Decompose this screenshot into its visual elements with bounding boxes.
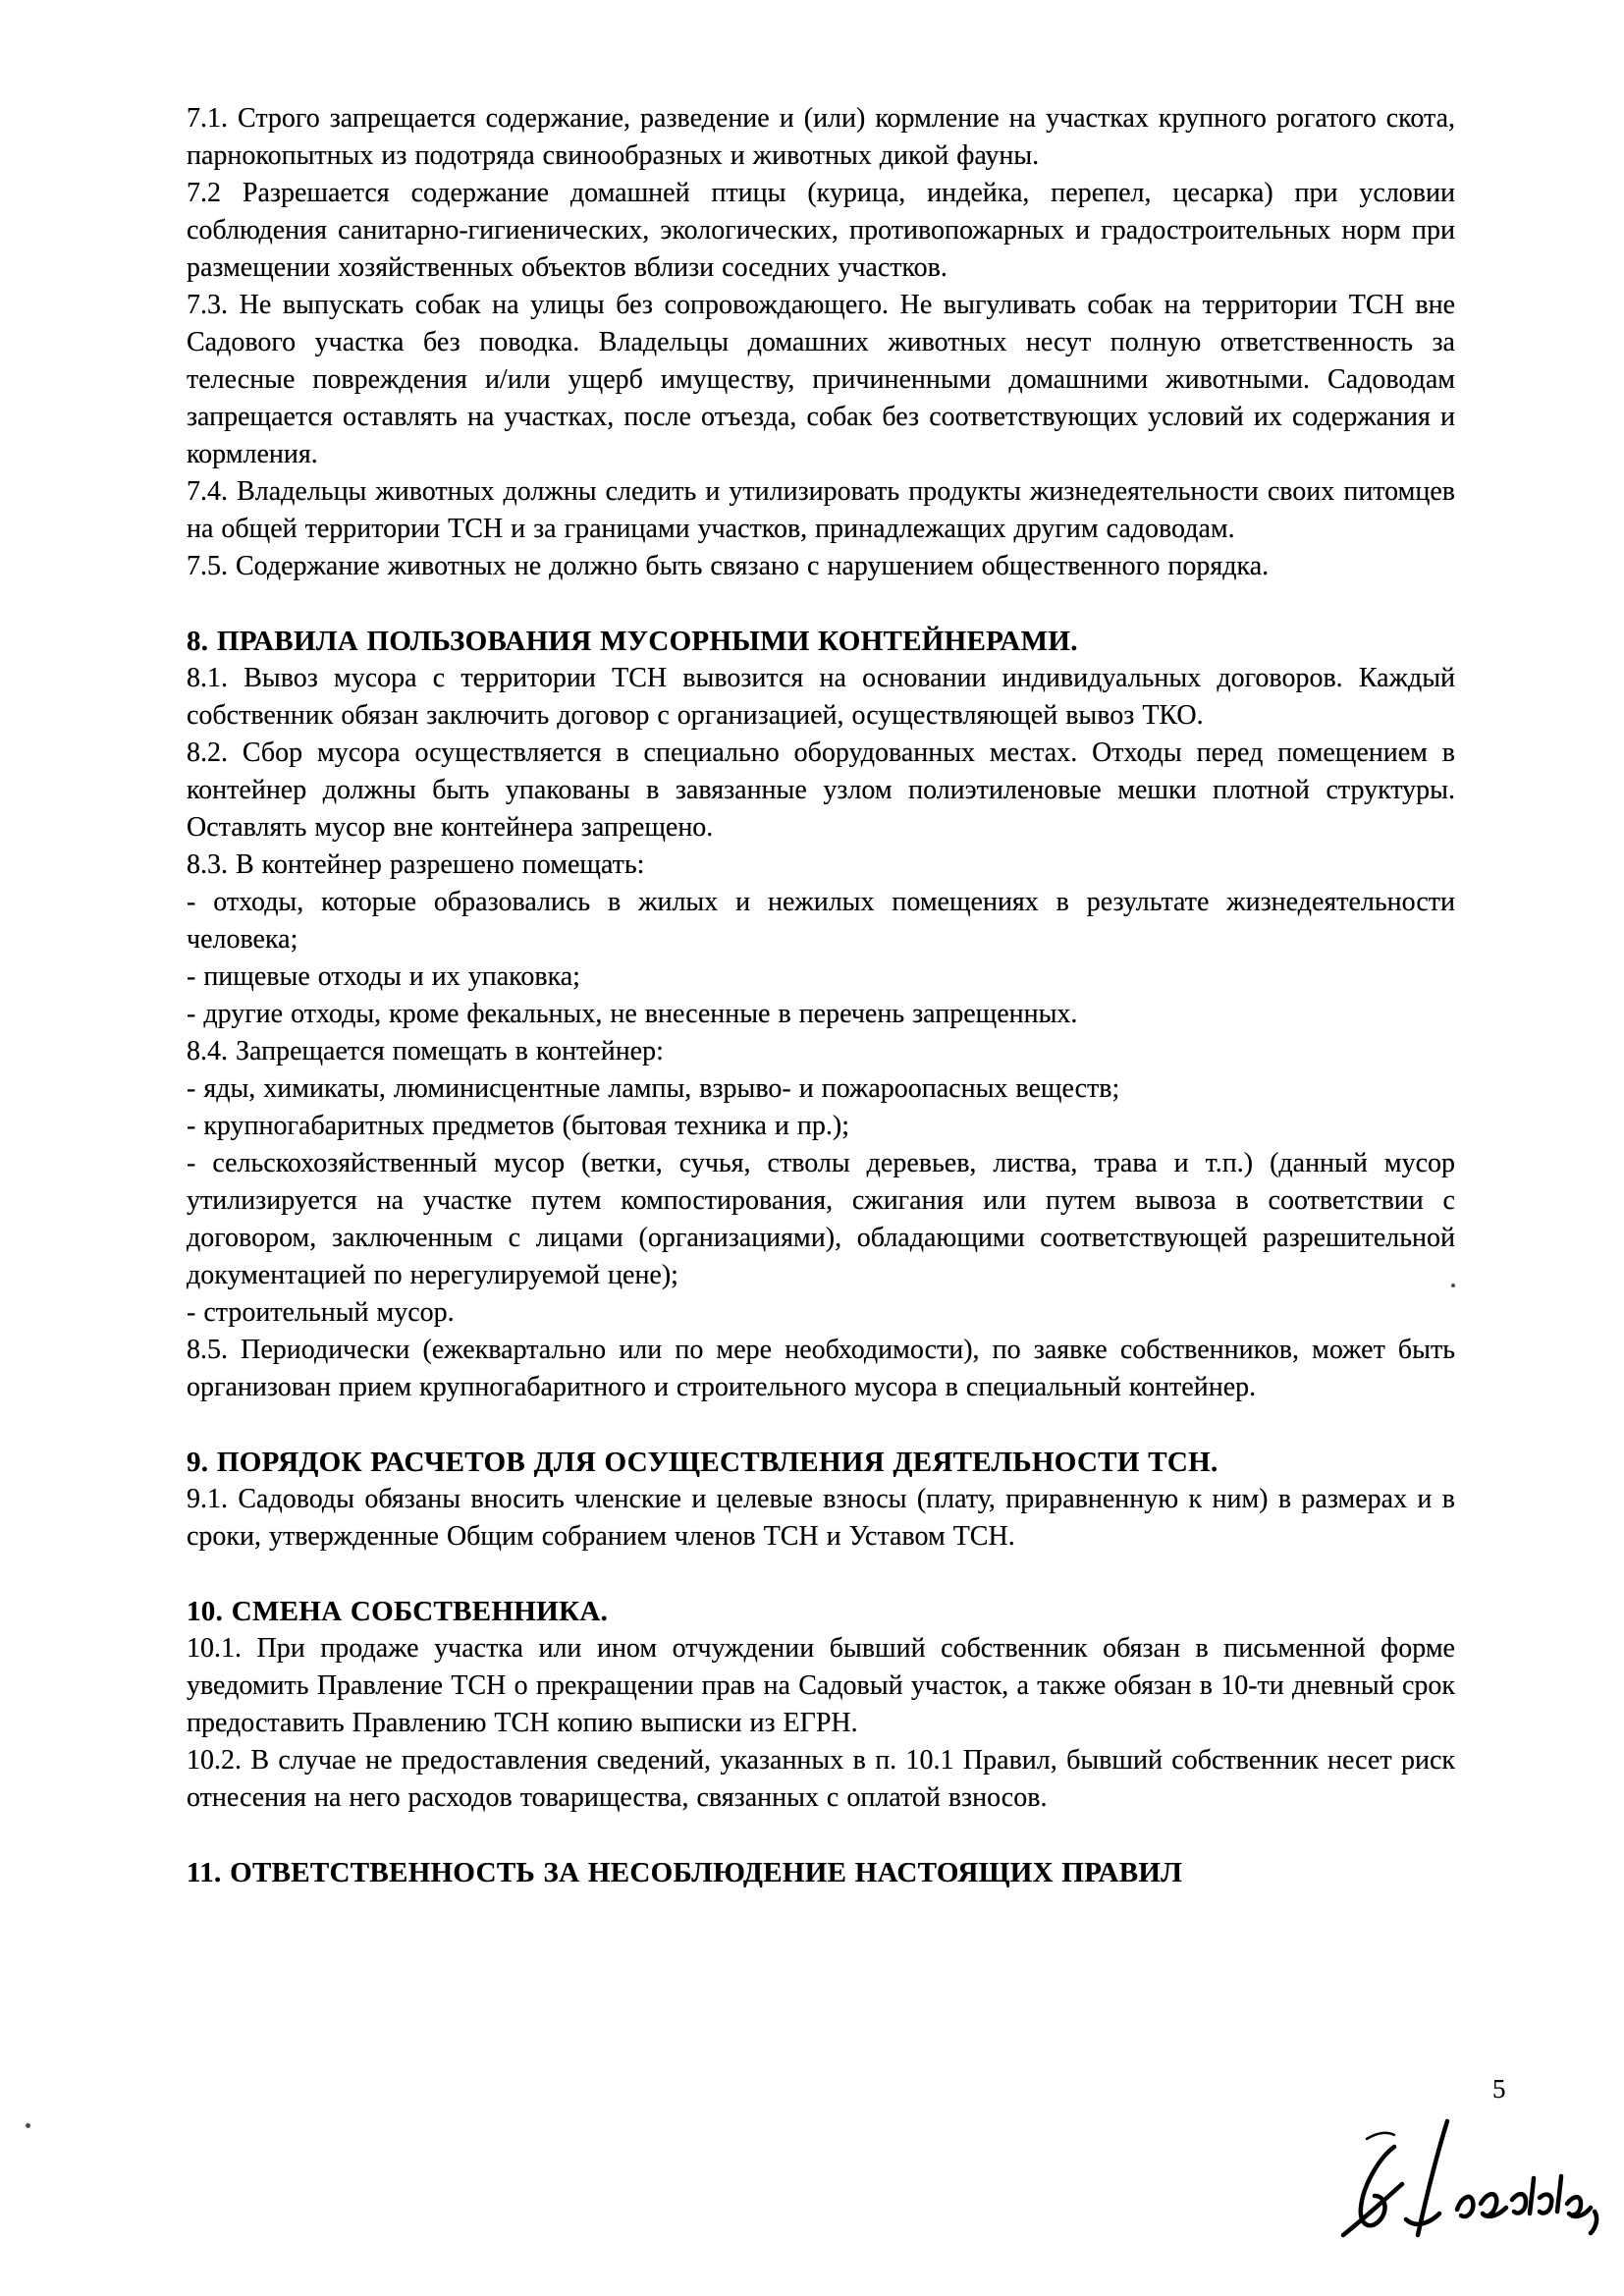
clause-7-2: 7.2 Разрешается содержание домашней птицы (курица, индейка, перепел, цесарка) при условии соблюдения санитарно-гигиенических, экологических, противопожарных и градостроительных норм при размещении хозяйственных объектов вблизи соседних участков.	[187, 178, 1455, 283]
signature-handwriting	[1337, 2109, 1624, 2286]
document-text-block	[187, 100, 1455, 1891]
section-8-title: 8. ПРАВИЛА ПОЛЬЗОВАНИЯ МУСОРНЫМИ КОНТЕЙНЕРАМИ.	[187, 626, 1078, 657]
forbidden-waste-item-4: - строительный мусор.	[187, 1297, 455, 1328]
clause-8-3: 8.3. В контейнер разрешено помещать:	[187, 849, 645, 880]
clause-9-1: 9.1. Садоводы обязаны вносить членские и целевые взносы (плату, приравненную к ним) в размерах и в сроки, утвержденные Общим собранием членов ТСН и Уставом ТСН.	[187, 1484, 1455, 1552]
clause-8-4: 8.4. Запрещается помещать в контейнер:	[187, 1036, 664, 1066]
section-9-title: 9. ПОРЯДОК РАСЧЕТОВ ДЛЯ ОСУЩЕСТВЛЕНИЯ ДЕЯТЕЛЬНОСТИ ТСН.	[187, 1447, 1218, 1478]
allowed-waste-item-1: - отходы, которые образовались в жилых и нежилых помещениях в результате жизнедеятельности человека;	[187, 887, 1455, 955]
clause-8-1: 8.1. Вывоз мусора с территории ТСН вывозится на основании индивидуальных договоров. Каждый собственник обязан заключить договор с организацией, осуществляющей вывоз ТКО.	[187, 663, 1455, 731]
clause-7-1: 7.1. Строго запрещается содержание, разведение и (или) кормление на участках крупного рогатого скота, парнокопытных из подотряда свинообразных и животных дикой фауны.	[187, 103, 1455, 171]
section-10-title: 10. СМЕНА СОБСТВЕННИКА.	[187, 1596, 609, 1627]
scan-artifact-dot	[1451, 1284, 1455, 1287]
clause-10-2: 10.2. В случае не предоставления сведений, указанных в п. 10.1 Правил, бывший собственник несет риск отнесения на него расходов товарищества, связанных с оплатой взносов.	[187, 1745, 1455, 1813]
forbidden-waste-item-2: - крупногабаритных предметов (бытовая техника и пр.);	[187, 1111, 850, 1141]
section-11-title: 11. ОТВЕТСТВЕННОСТЬ ЗА НЕСОБЛЮДЕНИЕ НАСТОЯЩИХ ПРАВИЛ	[187, 1857, 1183, 1888]
forbidden-waste-item-1: - яды, химикаты, люминисцентные лампы, взрыво- и пожароопасных веществ;	[187, 1073, 1120, 1104]
allowed-waste-item-3: - другие отходы, кроме фекальных, не внесенные в перечень запрещенных.	[187, 999, 1078, 1029]
clause-8-5: 8.5. Периодически (ежеквартально или по мере необходимости), по заявке собственников, может быть организован прием крупногабаритного и строительного мусора в специальный контейнер.	[187, 1335, 1455, 1402]
clause-7-4: 7.4. Владельцы животных должны следить и утилизировать продукты жизнедеятельности своих питомцев на общей территории ТСН и за границами участков, принадлежащих другим садоводам.	[187, 476, 1455, 544]
clause-8-2: 8.2. Сбор мусора осуществляется в специально оборудованных местах. Отходы перед помещением в контейнер должны быть упакованы в завязанные узлом полиэтиленовые мешки плотной структуры. Оставлять мусор вне контейнера запрещено.	[187, 738, 1455, 843]
scan-artifact-dot	[26, 2123, 30, 2128]
allowed-waste-item-2: - пищевые отходы и их упаковка;	[187, 961, 580, 992]
page-number: 5	[1492, 2074, 1506, 2104]
clause-7-3: 7.3. Не выпускать собак на улицы без сопровождающего. Не выгуливать собак на территории ТСН вне Садового участка без поводка. Владельцы домашних животных несут полную ответственность за телесные повреждения и/или ущерб имуществу, причиненными домашними животными. Садоводам запрещается оставлять на участках, после отъезда, собак без соответствующих условий их содержания и кормления.	[187, 290, 1455, 469]
clause-7-5: 7.5. Содержание животных не должно быть связано с нарушением общественного порядка.	[187, 551, 1270, 581]
forbidden-waste-item-3: - сельскохозяйственный мусор (ветки, сучья, стволы деревьев, листва, трава и т.п.) (данный мусор утилизируется на участке путем компостирования, сжигания или путем вывоза в соответствии с договором, заключенным с лицами (организациями), обладающими соответствующей разрешительной документацией по нерегулируемой цене);	[187, 1148, 1455, 1290]
clause-10-1: 10.1. При продаже участка или ином отчуждении бывший собственник обязан в письменной форме уведомить Правление ТСН о прекращении прав на Садовый участок, а также обязан в 10-ти дневный срок предоставить Правлению ТСН копию выписки из ЕГРН.	[187, 1633, 1455, 1738]
